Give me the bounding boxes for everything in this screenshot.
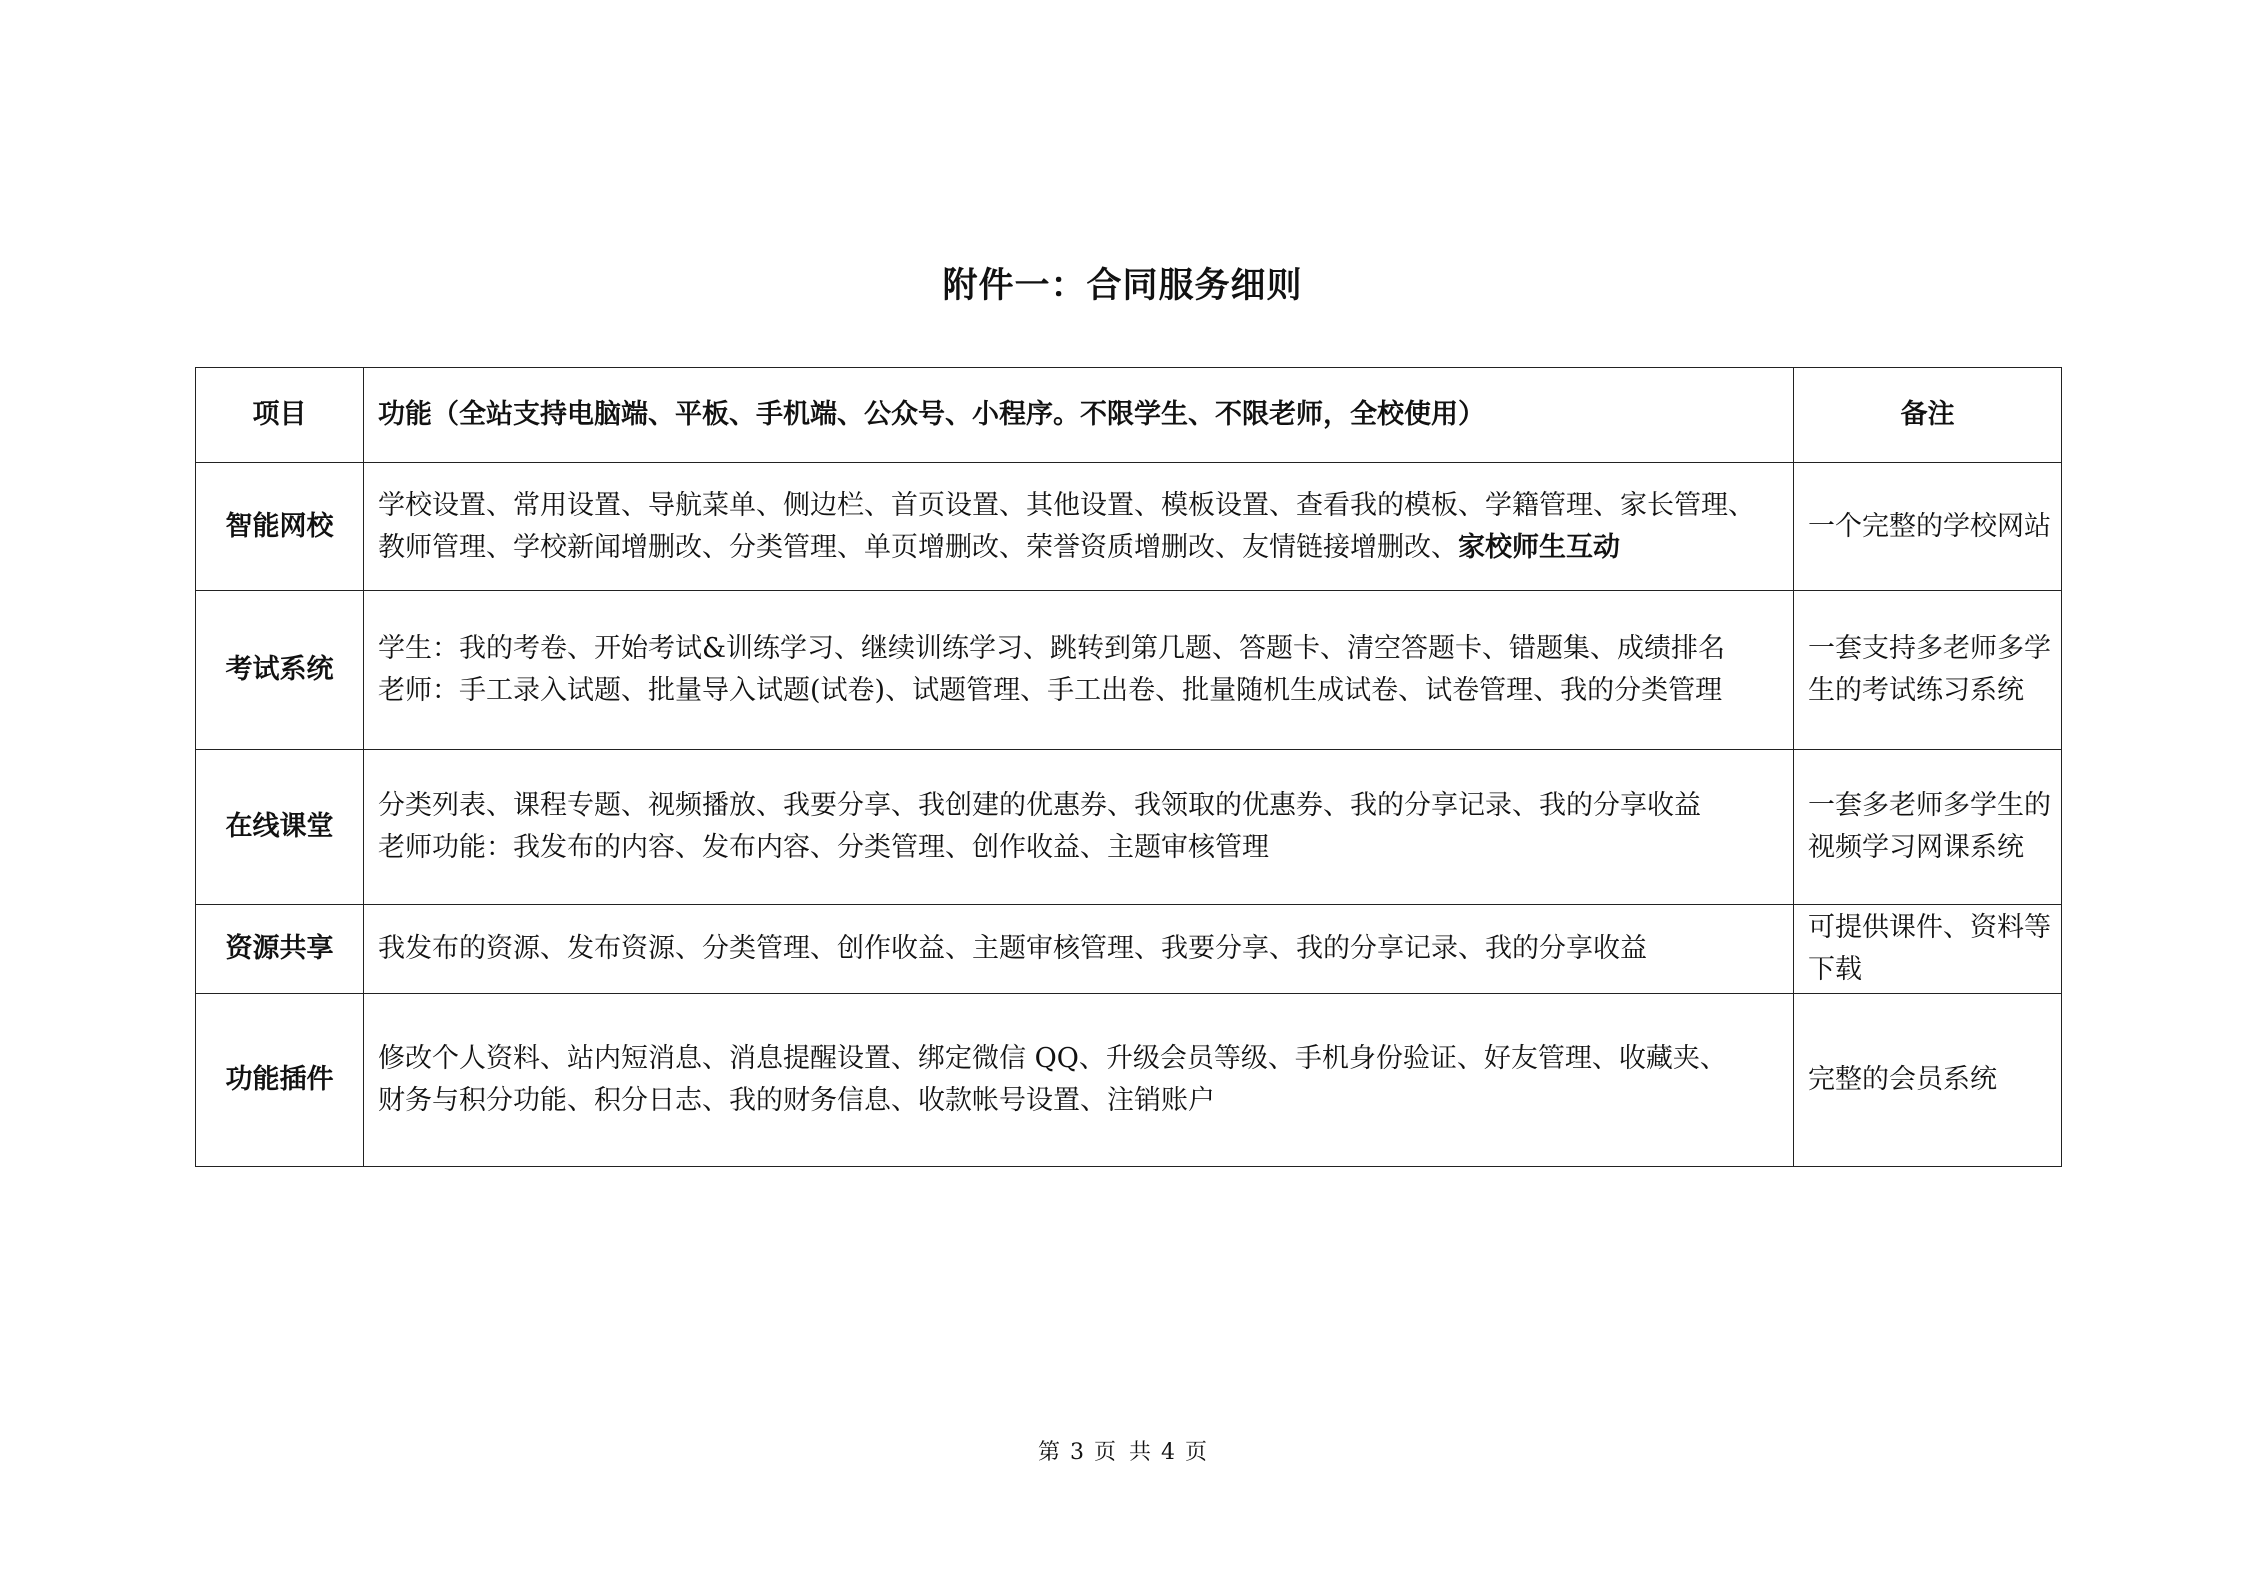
- row-note-online-class: 一套多老师多学生的视频学习网课系统: [1794, 750, 2062, 905]
- header-item: 项目: [196, 368, 364, 463]
- function-line: 财务与积分功能、积分日志、我的财务信息、收款帐号设置、注销账户: [378, 1085, 1215, 1116]
- table-header-row: [196, 368, 2062, 463]
- footer-mid: 页 共: [1094, 1440, 1151, 1465]
- function-line: 分类列表、课程专题、视频播放、我要分享、我创建的优惠券、我领取的优惠券、我的分享记录、我的分享收益: [378, 790, 1701, 821]
- footer-suffix: 页: [1185, 1440, 1208, 1465]
- row-item-exam-system: 考试系统: [196, 591, 364, 750]
- page-number-footer: [0, 1435, 2245, 1466]
- row-function-resource-sharing: [364, 905, 1794, 994]
- row-item-plugins: 功能插件: [196, 994, 364, 1167]
- row-item-resource-sharing: 资源共享: [196, 905, 364, 994]
- function-line-text: 教师管理、学校新闻增删改、分类管理、单页增删改、荣誉资质增删改、友情链接增删改、: [378, 531, 1458, 563]
- row-note-smart-school: 一个完整的学校网站: [1794, 463, 2062, 591]
- table-row: [196, 463, 2062, 591]
- function-line: [378, 527, 1783, 569]
- service-details-table: [195, 367, 2062, 1167]
- row-note-exam-system: 一套支持多老师多学生的考试练习系统: [1794, 591, 2062, 750]
- function-bold-text: 家校师生互动: [1458, 531, 1620, 563]
- row-function-online-class: [364, 750, 1794, 905]
- row-function-plugins: [364, 994, 1794, 1167]
- function-line: 老师功能：我发布的内容、发布内容、分类管理、创作收益、主题审核管理: [378, 832, 1269, 863]
- table-row: [196, 994, 2062, 1167]
- function-line: 学生：我的考卷、开始考试&训练学习、继续训练学习、跳转到第几题、答题卡、清空答题卡、错题集、成绩排名: [378, 633, 1726, 664]
- header-note: 备注: [1794, 368, 2062, 463]
- footer-page: 3: [1070, 1440, 1084, 1465]
- table-row: [196, 905, 2062, 994]
- footer-prefix: 第: [1037, 1440, 1060, 1465]
- row-note-resource-sharing: 可提供课件、资料等下载: [1794, 905, 2062, 994]
- function-line: 学校设置、常用设置、导航菜单、侧边栏、首页设置、其他设置、模板设置、查看我的模板、学籍管理、家长管理、: [378, 489, 1755, 521]
- table-row: [196, 591, 2062, 750]
- footer-total: 4: [1161, 1440, 1175, 1465]
- row-note-plugins: 完整的会员系统: [1794, 994, 2062, 1167]
- row-function-smart-school: [364, 463, 1794, 591]
- page-title: 附件一：合同服务细则: [942, 265, 1303, 306]
- function-line: 修改个人资料、站内短消息、消息提醒设置、绑定微信 QQ、升级会员等级、手机身份验证、好友管理、收藏夹、: [378, 1043, 1727, 1074]
- row-function-exam-system: [364, 591, 1794, 750]
- function-line: 老师：手工录入试题、批量导入试题(试卷)、试题管理、手工出卷、批量随机生成试卷、试卷管理、我的分类管理: [378, 675, 1723, 706]
- row-item-smart-school: 智能网校: [196, 463, 364, 591]
- row-item-online-class: 在线课堂: [196, 750, 364, 905]
- function-line: 我发布的资源、发布资源、分类管理、创作收益、主题审核管理、我要分享、我的分享记录、我的分享收益: [378, 933, 1647, 964]
- table-row: [196, 750, 2062, 905]
- header-function: 功能（全站支持电脑端、平板、手机端、公众号、小程序。不限学生、不限老师，全校使用）: [364, 368, 1794, 463]
